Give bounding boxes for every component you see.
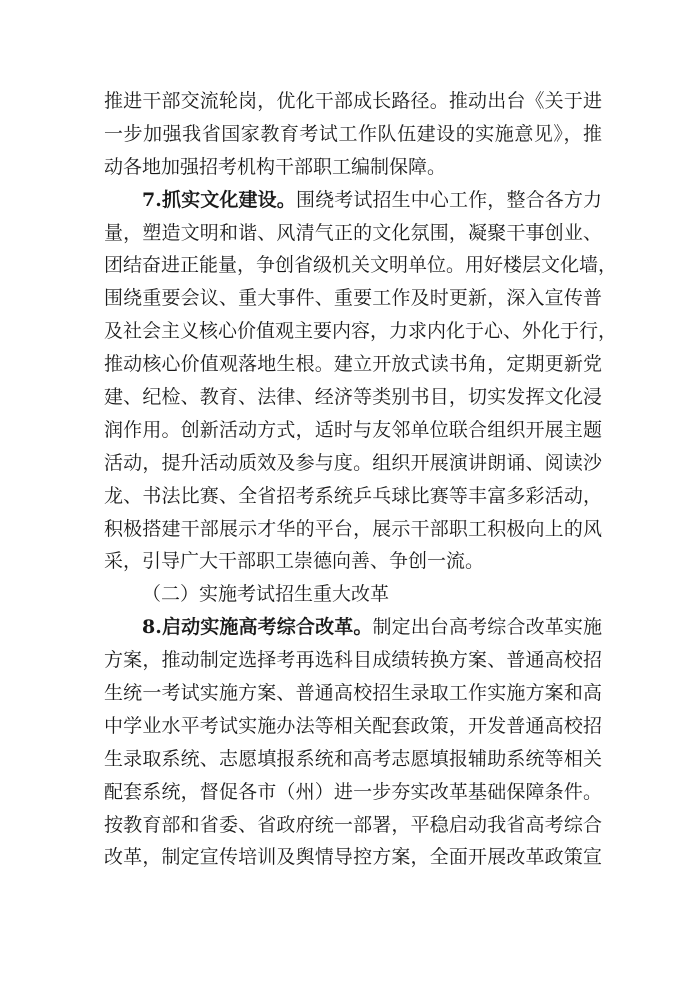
text-line: 润作用。创新活动方式，适时与友邻单位联合组织开展主题 bbox=[104, 418, 602, 441]
text-line: 活动，提升活动质效及参与度。组织开展演讲朗诵、阅读沙 bbox=[104, 451, 602, 474]
heading-8-title: 8.启动实施高考综合改革。 bbox=[142, 616, 373, 639]
text-line: 生录取系统、志愿填报系统和高考志愿填报辅助系统等相关 bbox=[104, 747, 602, 770]
text-line: 配套系统，督促各市（州）进一步夯实改革基础保障条件。 bbox=[104, 780, 602, 803]
text-line: 动各地加强招考机构干部职工编制保障。 bbox=[104, 155, 447, 178]
document-body bbox=[104, 85, 618, 874]
text-line: 推动核心价值观落地生根。建立开放式读书角，定期更新党 bbox=[104, 353, 602, 376]
text-line: 龙、书法比赛、全省招考系统乒乓球比赛等丰富多彩活动， bbox=[104, 484, 602, 507]
text-line: 积极搭建干部展示才华的平台，展示干部职工积极向上的风 bbox=[104, 517, 602, 540]
text-line: 按教育部和省委、省政府统一部署，平稳启动我省高考综合 bbox=[104, 813, 602, 836]
text-line: 团结奋进正能量，争创省级机关文明单位。用好楼层文化墙， bbox=[104, 254, 618, 277]
text-line: 方案，推动制定选择考再选科目成绩转换方案、普通高校招 bbox=[104, 649, 602, 672]
section-heading-7: 7.抓实文化建设。围绕考试招生中心工作，整合各方力 bbox=[142, 188, 602, 211]
text-line: 改革，制定宣传培训及舆情导控方案，全面开展改革政策宣 bbox=[104, 846, 602, 869]
text-line: 一步加强我省国家教育考试工作队伍建设的实施意见》，推 bbox=[104, 122, 602, 145]
heading-7-title: 7.抓实文化建设。 bbox=[142, 188, 296, 211]
text-line: 采，引导广大干部职工崇德向善、争创一流。 bbox=[104, 550, 485, 573]
text-line: 建、纪检、教育、法律、经济等类别书目，切实发挥文化浸 bbox=[104, 386, 602, 409]
text-line: 围绕重要会议、重大事件、重要工作及时更新，深入宣传普 bbox=[104, 287, 602, 310]
section-heading-2: （二）实施考试招生重大改革 bbox=[142, 583, 390, 606]
text-line: 及社会主义核心价值观主要内容，力求内化于心、外化于行， bbox=[104, 320, 618, 343]
text-line: 量，塑造文明和谐、风清气正的文化氛围，凝聚干事创业、 bbox=[104, 221, 602, 244]
text-line: 中学业水平考试实施办法等相关配套政策，开发普通高校招 bbox=[104, 714, 602, 737]
section-heading-8: 8.启动实施高考综合改革。制定出台高考综合改革实施 bbox=[142, 616, 602, 639]
text-line: 生统一考试实施方案、普通高校招生录取工作实施方案和高 bbox=[104, 682, 602, 705]
text-line: 推进干部交流轮岗，优化干部成长路径。推动出台《关于进 bbox=[104, 90, 602, 112]
